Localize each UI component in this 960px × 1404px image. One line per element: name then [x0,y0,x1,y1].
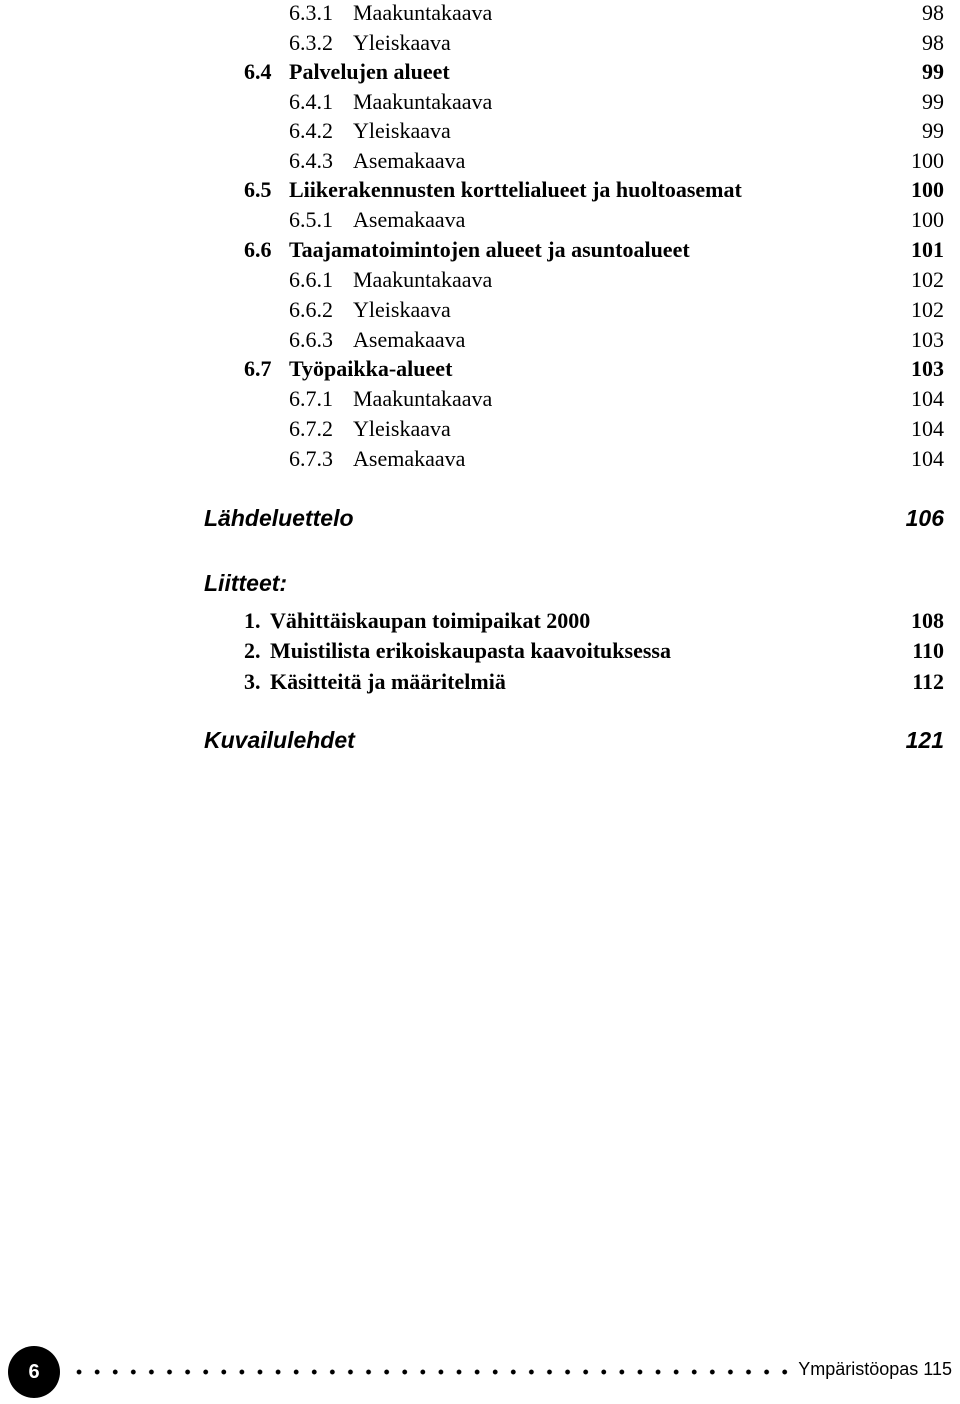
toc-row-page: 99 [922,59,944,84]
page-footer [0,1342,960,1404]
appendix-row [0,606,944,636]
toc-row [0,116,944,146]
appendices-heading: Liitteet: [204,570,288,596]
toc-row-title: Taajamatoimintojen alueet ja asuntoalueet [289,237,690,262]
toc-row-title: Palvelujen alueet [289,59,450,84]
toc-row [0,414,944,444]
toc-chapter-description-sheets [0,725,944,755]
references-page: 106 [905,505,944,531]
toc-row-title: Yleiskaava [353,297,451,322]
toc-row-title: Maakuntakaava [353,386,493,411]
toc-row-title: Yleiskaava [353,30,451,55]
toc-row-title: Asemakaava [353,148,466,173]
toc-row-number: 6.4 [244,59,272,84]
toc-row-number: 6.7.3 [289,446,333,471]
toc-row [0,146,944,176]
toc-row-title: Maakuntakaava [353,0,493,25]
appendix-page: 112 [912,669,944,694]
toc-row-page: 100 [911,207,944,232]
toc-row [0,295,944,325]
description-sheets-page: 121 [905,727,944,753]
appendix-title: Vähittäiskaupan toimipaikat 2000 [270,608,591,633]
toc-row-number: 6.5 [244,177,272,202]
toc-row-page: 103 [911,327,944,352]
toc-row-title: Asemakaava [353,446,466,471]
toc-row-title: Maakuntakaava [353,89,493,114]
toc-section-row [0,175,944,205]
toc-row-page: 104 [911,386,944,411]
toc-row-number: 6.4.3 [289,148,333,173]
toc-row-number: 6.4.1 [289,89,333,114]
toc-section-row [0,235,944,265]
toc-section-row [0,57,944,87]
toc-row-title: Asemakaava [353,207,466,232]
appendix-row [0,667,944,697]
appendix-title: Muistilista erikoiskaupasta kaavoituksessa [270,638,671,663]
toc-row [0,325,944,355]
toc-row-title: Yleiskaava [353,416,451,441]
toc-row-page: 102 [911,267,944,292]
dotted-leader [70,1369,794,1375]
toc-row-number: 6.6.1 [289,267,333,292]
toc-row [0,444,944,474]
toc-row [0,0,944,28]
toc-row-title: Asemakaava [353,327,466,352]
toc-row-page: 99 [922,118,944,143]
toc-row-number: 6.3.1 [289,0,333,25]
toc-row-number: 6.6 [244,237,272,262]
toc-row-title: Yleiskaava [353,118,451,143]
toc-row-number: 6.7 [244,356,272,381]
toc-row-page: 104 [911,416,944,441]
toc-row [0,87,944,117]
toc-row-title: Liikerakennusten korttelialueet ja huoltoasemat [289,177,742,202]
references-title: Lähdeluettelo [204,505,354,531]
appendix-page: 110 [912,638,944,663]
toc-row [0,384,944,414]
toc-row-number: 6.7.1 [289,386,333,411]
toc-row-number: 6.3.2 [289,30,333,55]
description-sheets-title: Kuvailulehdet [204,727,355,753]
appendix-row [0,636,944,666]
appendix-page: 108 [911,608,944,633]
toc-section-row [0,354,944,384]
toc-row-page: 98 [922,30,944,55]
toc-row-page: 101 [911,237,944,262]
toc-row-number: 6.4.2 [289,118,333,143]
page-number-badge: 6 [8,1346,60,1398]
toc-row [0,265,944,295]
toc-row [0,28,944,58]
toc-row-page: 102 [911,297,944,322]
toc-row-title: Maakuntakaava [353,267,493,292]
toc-row-title: Työpaikka-alueet [289,356,453,381]
toc-row-page: 104 [911,446,944,471]
appendices-heading-row [0,568,944,598]
appendix-number: 2. [244,638,261,663]
running-title: Ympäristöopas 115 [798,1359,952,1379]
toc-row-page: 100 [911,177,944,202]
toc-row-number: 6.5.1 [289,207,333,232]
toc-row [0,205,944,235]
appendix-number: 1. [244,608,261,633]
toc-row-number: 6.7.2 [289,416,333,441]
appendix-title: Käsitteitä ja määritelmiä [270,669,506,694]
toc-row-page: 103 [911,356,944,381]
toc-row-page: 99 [922,89,944,114]
toc-row-number: 6.6.3 [289,327,333,352]
appendix-number: 3. [244,669,261,694]
toc-chapter-references [0,503,944,533]
toc-row-number: 6.6.2 [289,297,333,322]
toc-row-page: 98 [922,0,944,25]
toc-row-page: 100 [911,148,944,173]
